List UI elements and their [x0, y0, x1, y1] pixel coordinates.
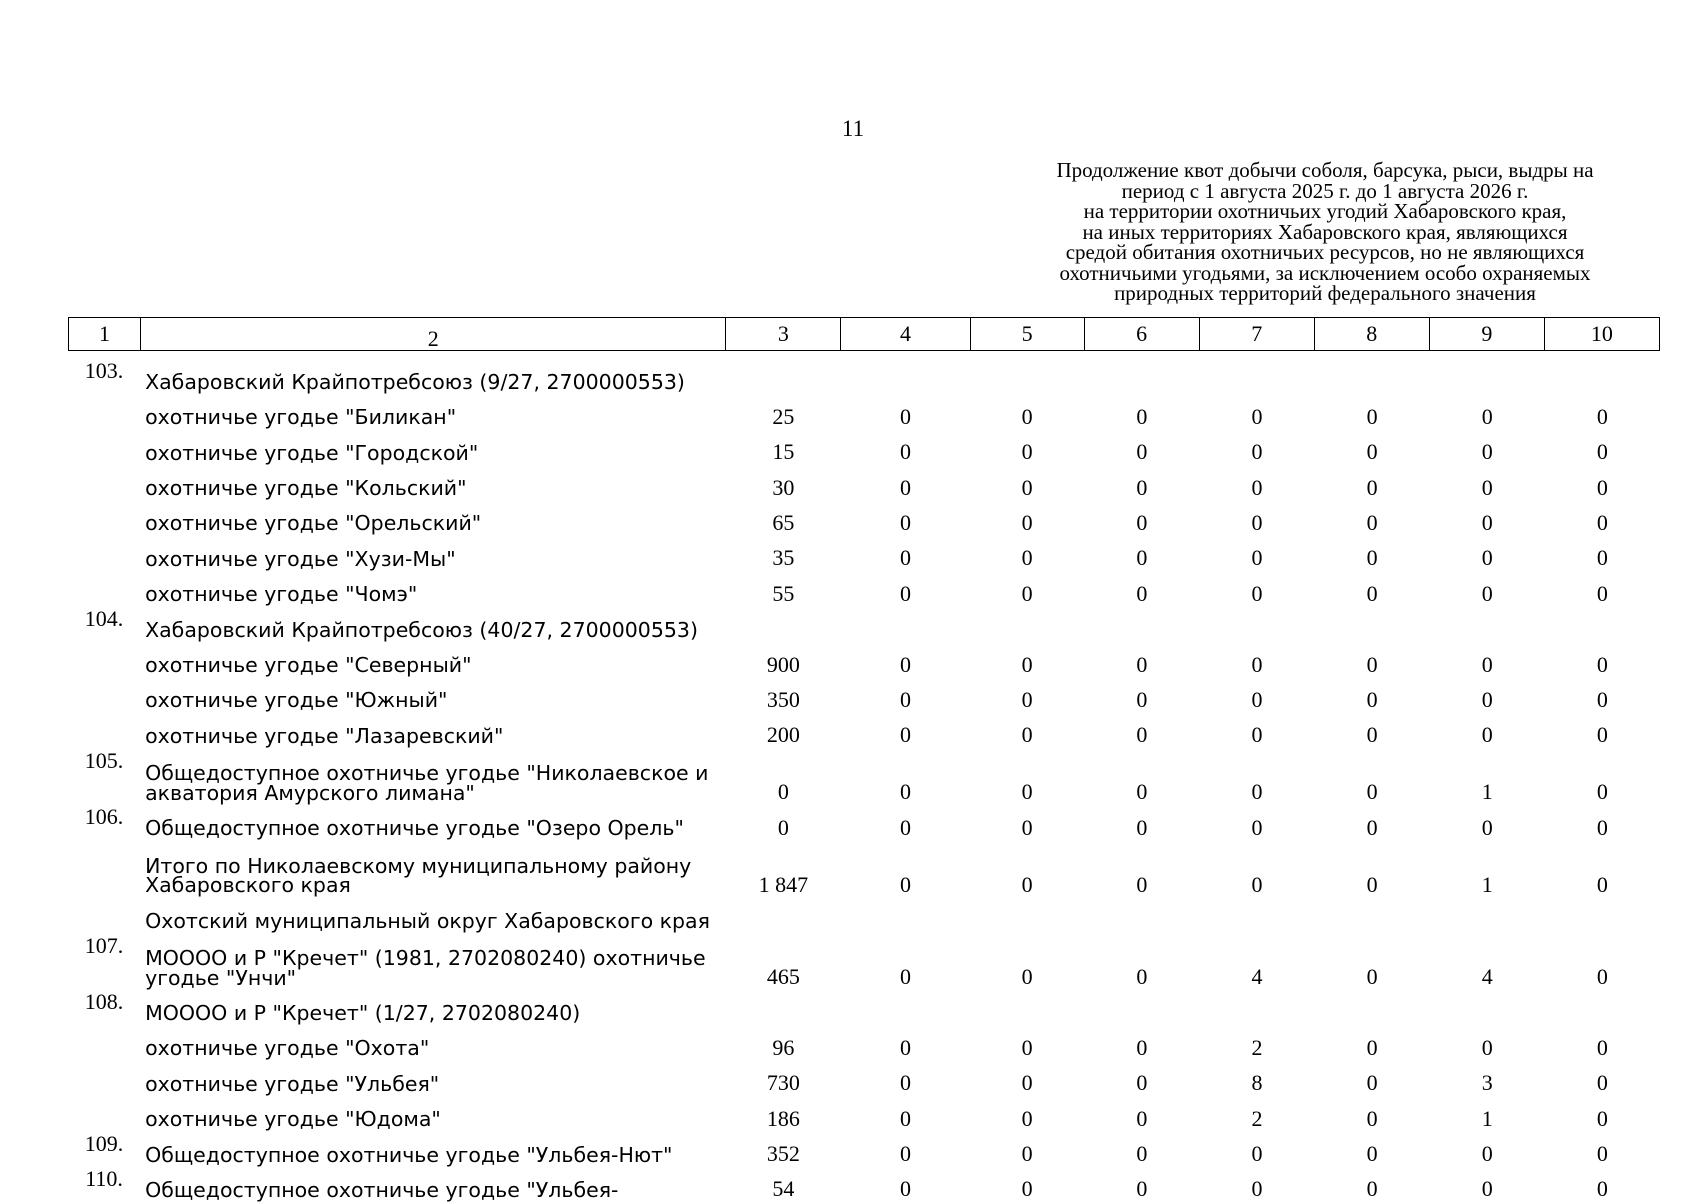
row-name — [140, 931, 726, 988]
value-cell-col-7: 2 — [1251, 1034, 1263, 1060]
row-name-line: охотничье угодье "Кольский" — [145, 476, 467, 501]
value-cell-col-3: 25 — [772, 403, 795, 429]
value-cell-col-10 — [1545, 988, 1660, 1023]
value-cell-col-9: 1 — [1481, 1105, 1493, 1131]
row-name-line: Хабаровского края — [145, 873, 351, 898]
value-cell-col-6: 0 — [1136, 686, 1148, 712]
value-cell-col-8: 0 — [1366, 1070, 1378, 1096]
value-cell-col-7 — [1199, 605, 1314, 640]
value-cell-col-3: 352 — [766, 1141, 800, 1167]
row-name — [140, 428, 726, 463]
value-cell-col-10: 0 — [1596, 1176, 1608, 1202]
row-number — [68, 428, 140, 463]
value-cell-col-8: 0 — [1366, 403, 1378, 429]
value-cell-col-10 — [1545, 357, 1660, 392]
row-name-line: охотничье угодье "Ульбея" — [145, 1071, 440, 1096]
value-cell-col-9 — [1430, 605, 1545, 640]
row-number: 103. — [84, 358, 124, 383]
table-row — [68, 988, 1660, 1023]
value-cell-col-10: 0 — [1596, 964, 1608, 990]
value-cell-col-10 — [1545, 605, 1660, 640]
value-cell-col-3: 15 — [772, 439, 795, 465]
column-header-6: 6 — [1084, 318, 1199, 351]
value-cell-col-7: 0 — [1251, 1141, 1263, 1167]
row-name-line: угодье "Унчи" — [145, 965, 297, 990]
value-cell-col-10: 0 — [1596, 814, 1608, 840]
value-cell-col-6: 0 — [1136, 964, 1148, 990]
table-row — [68, 1165, 1660, 1200]
value-cell-col-6: 0 — [1136, 779, 1148, 805]
value-cell-col-4: 0 — [900, 474, 912, 500]
value-cell-col-6: 0 — [1136, 1141, 1148, 1167]
table-row — [68, 640, 1660, 675]
value-cell-col-3 — [726, 988, 841, 1023]
value-cell-col-10: 0 — [1596, 509, 1608, 535]
table-row — [68, 896, 1660, 931]
value-cell-col-4 — [841, 357, 970, 392]
value-cell-col-7 — [1199, 896, 1314, 931]
row-name — [140, 569, 726, 607]
value-cell-col-4: 0 — [900, 1105, 912, 1131]
value-cell-col-6: 0 — [1136, 545, 1148, 571]
value-cell-col-10: 0 — [1596, 403, 1608, 429]
table-row — [68, 428, 1660, 463]
value-cell-col-4 — [841, 605, 970, 640]
table-row — [68, 605, 1660, 640]
row-name — [140, 392, 726, 430]
value-cell-col-10: 0 — [1596, 779, 1608, 805]
title-line: Продолжение квот добычи соболя, барсука, рыси, выдры на — [1056, 158, 1594, 182]
value-cell-col-10: 0 — [1596, 1141, 1608, 1167]
row-number — [68, 1094, 140, 1129]
value-cell-col-7: 0 — [1251, 580, 1263, 606]
column-header-9: 9 — [1429, 318, 1544, 351]
value-cell-col-5: 0 — [1021, 686, 1033, 712]
value-cell-col-3: 465 — [766, 964, 800, 990]
value-cell-col-3: 0 — [777, 814, 789, 840]
value-cell-col-3: 730 — [766, 1070, 800, 1096]
row-name-line: охотничье угодье "Орельский" — [145, 511, 482, 536]
row-name-line: Хабаровский Крайпотребсоюз (40/27, 2700000553) — [145, 617, 698, 642]
row-name-line: Хабаровский Крайпотребсоюз (9/27, 2700000553) — [145, 369, 685, 394]
value-cell-col-3: 900 — [766, 651, 800, 677]
value-cell-col-10: 0 — [1596, 1105, 1608, 1131]
value-cell-col-7: 0 — [1251, 545, 1263, 571]
value-cell-col-3 — [726, 896, 841, 931]
row-name-line: Общедоступное охотничье угодье "Николаевское и — [145, 761, 709, 786]
value-cell-col-8 — [1315, 357, 1430, 392]
value-cell-col-7: 0 — [1251, 509, 1263, 535]
value-cell-col-7: 0 — [1251, 814, 1263, 840]
column-header-8: 8 — [1314, 318, 1429, 351]
column-header-2: 2 — [141, 318, 726, 351]
row-number: 110. — [85, 1166, 123, 1192]
row-name — [140, 640, 726, 678]
value-cell-col-7: 0 — [1251, 1176, 1263, 1202]
value-cell-col-6: 0 — [1136, 871, 1148, 897]
value-cell-col-5: 0 — [1021, 1176, 1033, 1202]
value-cell-col-3: 186 — [766, 1105, 800, 1131]
row-name-line: Охотский муниципальный округ Хабаровского края — [145, 908, 710, 933]
row-name-line: акватория Амурского лимана" — [145, 780, 475, 805]
value-cell-col-5: 0 — [1021, 509, 1033, 535]
value-cell-col-9: 0 — [1481, 439, 1493, 465]
title-line: охотничьими угодьями, за исключением особо охраняемых — [1059, 260, 1591, 285]
value-cell-col-5: 0 — [1021, 439, 1033, 465]
value-cell-col-10: 0 — [1596, 686, 1608, 712]
row-name — [140, 988, 726, 1023]
value-cell-col-5: 0 — [1021, 1105, 1033, 1131]
row-number — [68, 569, 140, 604]
value-cell-col-3: 54 — [772, 1176, 795, 1202]
value-cell-col-3: 96 — [772, 1034, 795, 1060]
row-number — [68, 896, 140, 931]
value-cell-col-5: 0 — [1021, 1141, 1033, 1167]
value-cell-col-6: 0 — [1136, 1176, 1148, 1202]
value-cell-col-5 — [970, 357, 1084, 392]
value-cell-col-8: 0 — [1366, 545, 1378, 571]
row-name — [140, 534, 726, 569]
row-number — [68, 1023, 140, 1058]
row-name — [140, 1059, 726, 1094]
value-cell-col-8 — [1315, 605, 1430, 640]
value-cell-col-5 — [970, 988, 1084, 1023]
value-cell-col-6: 0 — [1136, 439, 1148, 465]
value-cell-col-4: 0 — [900, 814, 912, 840]
row-number: 109. — [84, 1130, 124, 1156]
value-cell-col-3: 35 — [772, 545, 795, 571]
value-cell-col-3 — [726, 605, 841, 640]
value-cell-col-7 — [1199, 357, 1314, 392]
value-cell-col-7: 2 — [1251, 1105, 1263, 1131]
row-name-line: охотничье угодье "Чомэ" — [145, 582, 418, 607]
row-name — [140, 357, 726, 392]
row-name — [140, 711, 726, 746]
page-number: 11 — [841, 116, 865, 141]
row-name-line: охотничье угодье "Хузи-Мы" — [145, 546, 456, 571]
value-cell-col-4: 0 — [900, 439, 912, 465]
value-cell-col-5 — [970, 896, 1084, 931]
value-cell-col-9: 1 — [1481, 779, 1493, 805]
value-cell-col-4 — [841, 896, 970, 931]
value-cell-col-7: 0 — [1251, 779, 1263, 805]
table-row — [68, 1094, 1660, 1129]
table-row — [68, 711, 1660, 746]
value-cell-col-4: 0 — [900, 651, 912, 677]
table-row — [68, 1023, 1660, 1058]
title-line: на иных территориях Хабаровского края, являющихся — [1082, 219, 1568, 244]
value-cell-col-7: 0 — [1251, 686, 1263, 712]
value-cell-col-8: 0 — [1366, 814, 1378, 840]
value-cell-col-4: 0 — [900, 1070, 912, 1096]
title-line: средой обитания охотничьих ресурсов, но не являющихся — [1065, 240, 1585, 264]
value-cell-col-5: 0 — [1021, 722, 1033, 748]
row-name-line: охотничье угодье "Городской" — [145, 440, 479, 465]
row-number: 108. — [84, 989, 124, 1015]
row-number: 104. — [84, 605, 124, 631]
row-name — [140, 1094, 726, 1132]
value-cell-col-4: 0 — [900, 686, 912, 712]
value-cell-col-7: 0 — [1251, 403, 1263, 429]
row-name-line: охотничье угодье "Лазаревский" — [145, 723, 504, 748]
value-cell-col-9: 3 — [1481, 1070, 1493, 1096]
value-cell-col-5: 0 — [1021, 779, 1033, 805]
table-row — [68, 463, 1660, 498]
value-cell-col-5: 0 — [1021, 1070, 1033, 1096]
row-name-line: МОООО и Р "Кречет" (1981, 2702080240) охотничье — [145, 946, 706, 971]
value-cell-col-7: 0 — [1251, 439, 1263, 465]
value-cell-col-6: 0 — [1136, 814, 1148, 840]
value-cell-col-4: 0 — [900, 722, 912, 748]
row-name — [140, 605, 726, 640]
row-name — [140, 803, 726, 841]
value-cell-col-10: 0 — [1596, 1034, 1608, 1060]
value-cell-col-8 — [1315, 896, 1430, 931]
value-cell-col-7: 8 — [1251, 1070, 1263, 1096]
value-cell-col-9: 0 — [1481, 545, 1493, 571]
value-cell-col-9: 0 — [1481, 686, 1493, 712]
value-cell-col-5: 0 — [1021, 814, 1033, 840]
row-number: 107. — [84, 933, 124, 959]
value-cell-col-3: 1 847 — [758, 871, 809, 897]
value-cell-col-6: 0 — [1136, 1105, 1148, 1131]
row-name — [140, 896, 726, 931]
table-row — [68, 1130, 1660, 1165]
value-cell-col-3: 0 — [777, 779, 789, 805]
column-header-table — [68, 317, 1660, 351]
row-number — [68, 711, 140, 746]
row-number — [68, 463, 140, 498]
row-name-line: Общедоступное охотничье угодье "Озеро Орель" — [145, 816, 684, 841]
row-name-line: охотничье угодье "Биликан" — [145, 405, 457, 430]
row-name-line: Общедоступное охотничье угодье "Ульбея-Нют" — [145, 1142, 673, 1167]
row-name-line: Итого по Николаевскому муниципальному району — [145, 853, 692, 878]
table-row — [68, 357, 1660, 392]
table-row — [68, 499, 1660, 534]
value-cell-col-8: 0 — [1366, 964, 1378, 990]
value-cell-col-5: 0 — [1021, 871, 1033, 897]
row-name — [140, 1165, 726, 1200]
row-name — [140, 499, 726, 534]
column-header-1: 1 — [69, 318, 141, 351]
value-cell-col-6 — [1084, 896, 1199, 931]
row-number — [68, 839, 140, 896]
value-cell-col-7: 0 — [1251, 474, 1263, 500]
value-cell-col-10: 0 — [1596, 871, 1608, 897]
row-number — [68, 640, 140, 675]
value-cell-col-3: 200 — [766, 722, 800, 748]
row-name-line: охотничье угодье "Охота" — [145, 1036, 430, 1061]
column-header-3: 3 — [726, 318, 841, 351]
value-cell-col-10: 0 — [1596, 439, 1608, 465]
value-cell-col-8: 0 — [1366, 509, 1378, 535]
title-line: природных территорий федерального значения — [1114, 281, 1536, 305]
value-cell-col-9: 0 — [1481, 1176, 1493, 1202]
value-cell-col-5: 0 — [1021, 964, 1033, 990]
column-header-5: 5 — [970, 318, 1084, 351]
table-row — [68, 803, 1660, 838]
value-cell-col-6: 0 — [1136, 474, 1148, 500]
value-cell-col-6: 0 — [1136, 403, 1148, 429]
value-cell-col-4: 0 — [900, 509, 912, 535]
row-name — [140, 746, 726, 803]
value-cell-col-6: 0 — [1136, 722, 1148, 748]
value-cell-col-8: 0 — [1366, 580, 1378, 606]
value-cell-col-9: 0 — [1481, 651, 1493, 677]
value-cell-col-8: 0 — [1366, 686, 1378, 712]
value-cell-col-6: 0 — [1136, 651, 1148, 677]
row-number — [68, 1059, 140, 1094]
value-cell-col-6: 0 — [1136, 509, 1148, 535]
row-name — [140, 839, 726, 896]
value-cell-col-8: 0 — [1366, 722, 1378, 748]
value-cell-col-8: 0 — [1366, 1176, 1378, 1202]
row-name — [140, 1023, 726, 1061]
value-cell-col-4: 0 — [900, 1176, 912, 1202]
row-name-line: Общедоступное охотничье угодье "Ульбея- — [145, 1177, 619, 1202]
row-number: 106. — [84, 804, 124, 830]
column-header-4: 4 — [841, 318, 970, 351]
value-cell-col-10: 0 — [1596, 545, 1608, 571]
table-row — [68, 931, 1660, 988]
value-cell-col-6: 0 — [1136, 580, 1148, 606]
value-cell-col-10 — [1545, 896, 1660, 931]
value-cell-col-6: 0 — [1136, 1034, 1148, 1060]
value-cell-col-5 — [970, 605, 1084, 640]
value-cell-col-5: 0 — [1021, 580, 1033, 606]
value-cell-col-8: 0 — [1366, 439, 1378, 465]
value-cell-col-4: 0 — [900, 545, 912, 571]
table-title — [1010, 160, 1640, 304]
table-row — [68, 1059, 1660, 1094]
value-cell-col-3: 65 — [772, 509, 795, 535]
row-number: 105. — [84, 748, 124, 774]
value-cell-col-9 — [1430, 896, 1545, 931]
table-row — [68, 746, 1660, 803]
value-cell-col-9: 4 — [1481, 964, 1493, 990]
row-name-line: МОООО и Р "Кречет" (1/27, 2702080240) — [145, 1000, 581, 1025]
value-cell-col-10: 0 — [1596, 580, 1608, 606]
value-cell-col-9: 0 — [1481, 509, 1493, 535]
row-number — [68, 392, 140, 427]
title-line: на территории охотничьих угодий Хабаровского края, — [1083, 199, 1567, 223]
row-name-line: охотничье угодье "Северный" — [145, 653, 472, 678]
table-row — [68, 569, 1660, 604]
value-cell-col-5: 0 — [1021, 545, 1033, 571]
value-cell-col-9: 0 — [1481, 403, 1493, 429]
table-row — [68, 534, 1660, 569]
table-row — [68, 839, 1660, 896]
value-cell-col-5: 0 — [1021, 474, 1033, 500]
row-name — [140, 676, 726, 711]
value-cell-col-10: 0 — [1596, 1070, 1608, 1096]
value-cell-col-9: 0 — [1481, 580, 1493, 606]
value-cell-col-9: 0 — [1481, 1034, 1493, 1060]
value-cell-col-8: 0 — [1366, 871, 1378, 897]
value-cell-col-8: 0 — [1366, 1105, 1378, 1131]
value-cell-col-7: 0 — [1251, 722, 1263, 748]
value-cell-col-6: 0 — [1136, 1070, 1148, 1096]
value-cell-col-7 — [1199, 988, 1314, 1023]
value-cell-col-9: 1 — [1481, 871, 1493, 897]
value-cell-col-9: 0 — [1481, 814, 1493, 840]
value-cell-col-4: 0 — [900, 779, 912, 805]
value-cell-col-8 — [1315, 988, 1430, 1023]
table-row — [68, 392, 1660, 427]
value-cell-col-6 — [1084, 357, 1199, 392]
value-cell-col-6 — [1084, 605, 1199, 640]
header-row — [69, 318, 1660, 351]
value-cell-col-3: 55 — [772, 580, 795, 606]
value-cell-col-4: 0 — [900, 580, 912, 606]
column-header-10: 10 — [1544, 318, 1659, 351]
value-cell-col-4: 0 — [900, 871, 912, 897]
row-number — [68, 676, 140, 711]
value-cell-col-9 — [1430, 988, 1545, 1023]
value-cell-col-3: 350 — [766, 686, 800, 712]
value-cell-col-4: 0 — [900, 1141, 912, 1167]
value-cell-col-8: 0 — [1366, 779, 1378, 805]
row-number — [68, 499, 140, 534]
value-cell-col-8: 0 — [1366, 1034, 1378, 1060]
row-name — [140, 1130, 726, 1165]
column-header-7: 7 — [1199, 318, 1314, 351]
value-cell-col-7: 0 — [1251, 871, 1263, 897]
value-cell-col-4: 0 — [900, 964, 912, 990]
row-name-line: охотничье угодье "Юдома" — [145, 1107, 441, 1132]
value-cell-col-7: 4 — [1251, 964, 1263, 990]
table-body — [68, 357, 1660, 1200]
value-cell-col-9: 0 — [1481, 474, 1493, 500]
value-cell-col-9: 0 — [1481, 722, 1493, 748]
value-cell-col-4: 0 — [900, 403, 912, 429]
row-name — [140, 463, 726, 501]
value-cell-col-8: 0 — [1366, 651, 1378, 677]
value-cell-col-10: 0 — [1596, 722, 1608, 748]
value-cell-col-3 — [726, 357, 841, 392]
value-cell-col-9: 0 — [1481, 1141, 1493, 1167]
value-cell-col-5: 0 — [1021, 403, 1033, 429]
value-cell-col-6 — [1084, 988, 1199, 1023]
value-cell-col-5: 0 — [1021, 1034, 1033, 1060]
value-cell-col-5: 0 — [1021, 651, 1033, 677]
quota-table — [68, 357, 1660, 1200]
row-number — [68, 534, 140, 569]
value-cell-col-9 — [1430, 357, 1545, 392]
row-name-line: охотничье угодье "Южный" — [145, 688, 448, 713]
value-cell-col-7: 0 — [1251, 651, 1263, 677]
value-cell-col-4 — [841, 988, 970, 1023]
value-cell-col-8: 0 — [1366, 1141, 1378, 1167]
value-cell-col-10: 0 — [1596, 651, 1608, 677]
value-cell-col-4: 0 — [900, 1034, 912, 1060]
value-cell-col-8: 0 — [1366, 474, 1378, 500]
table-row — [68, 676, 1660, 711]
value-cell-col-10: 0 — [1596, 474, 1608, 500]
value-cell-col-3: 30 — [772, 474, 795, 500]
title-line: период с 1 августа 2025 г. до 1 августа 2026 г. — [1121, 178, 1529, 203]
